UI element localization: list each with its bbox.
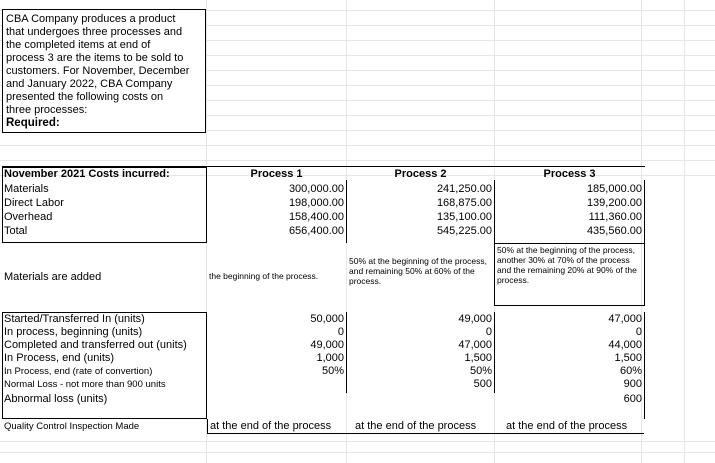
units-value: 50%	[469, 365, 492, 377]
process-3-header: Process 3	[543, 168, 596, 180]
cost-value: 656,400.00	[288, 225, 344, 237]
intro-line: and January 2022, CBA Company	[6, 78, 173, 90]
cost-value: 139,200.00	[586, 197, 642, 209]
cost-value: 135,100.00	[436, 211, 492, 223]
intro-line: that undergoes three processes and	[6, 26, 183, 38]
units-label: Started/Transferred In (units)	[4, 313, 145, 325]
materials-p1: the beginning of the process.	[209, 271, 319, 281]
units-value: 49,000	[458, 313, 492, 325]
units-value: 0	[485, 326, 492, 338]
cost-label: Total	[4, 225, 28, 237]
units-label: Abnormal loss (units)	[4, 393, 108, 405]
materials-label: Materials are added	[4, 271, 102, 283]
cost-label: Overhead	[4, 211, 53, 223]
units-value: 1,000	[316, 352, 344, 364]
intro-line: presented the following costs on	[6, 91, 164, 103]
cost-label: Direct Labor	[4, 197, 64, 209]
col-divider	[644, 180, 645, 243]
process-2-header: Process 2	[394, 168, 447, 180]
intro-line: the completed items at end of	[6, 39, 151, 51]
units-value: 60%	[619, 365, 642, 377]
intro-line: CBA Company produces a product	[6, 13, 176, 25]
qc-bottom-border	[207, 433, 644, 434]
materials-p3: 50% at the beginning of the process, another 30% at 70% of the process and the remaining 20% at 90% of the process.	[497, 245, 637, 285]
intro-box	[2, 9, 206, 133]
units-label: Quality Control Inspection Made	[4, 421, 140, 432]
units-value: 1,500	[464, 352, 492, 364]
required-heading: Required:	[6, 117, 60, 129]
qc-left-border	[207, 419, 208, 434]
costs-header: November 2021 Costs incurred:	[4, 168, 170, 180]
units-value: 50%	[321, 365, 344, 377]
units-value: 0	[337, 326, 344, 338]
units-value: 50,000	[310, 313, 344, 325]
units-value: 500	[473, 378, 492, 390]
intro-line: customers. For November, December	[6, 65, 190, 77]
process-1-header: Process 1	[250, 168, 303, 180]
materials-p2: 50% at the beginning of the process, and remaining 50% at 60% of the process.	[349, 256, 487, 286]
intro-line: three processes:	[6, 104, 88, 116]
qc-value: at the end of the process	[506, 420, 628, 432]
units-value: 600	[623, 393, 642, 405]
qc-value: at the end of the process	[355, 420, 477, 432]
cost-value: 168,875.00	[436, 197, 492, 209]
units-value: 47,000	[458, 339, 492, 351]
units-value: 0	[635, 326, 642, 338]
qc-value: at the end of the process	[210, 420, 332, 432]
cost-value: 545,225.00	[436, 225, 492, 237]
units-value: 47,000	[608, 313, 642, 325]
units-value: 44,000	[608, 339, 642, 351]
units-value: 1,500	[614, 352, 642, 364]
cost-value: 158,400.00	[288, 211, 344, 223]
cost-value: 241,250.00	[436, 183, 492, 195]
cost-value: 300,000.00	[288, 183, 344, 195]
cost-value: 435,560.00	[586, 225, 642, 237]
cost-value: 111,360.00	[588, 211, 642, 223]
units-label: In Process, end (units)	[4, 352, 115, 364]
cost-label: Materials	[4, 183, 49, 195]
units-label: In Process, end (rate of convertion)	[4, 366, 153, 377]
units-value: 900	[623, 378, 642, 390]
intro-line: process 3 are the items to be sold to	[6, 52, 184, 64]
units-label: Completed and transferred out (units)	[4, 339, 187, 351]
cost-value: 185,000.00	[586, 183, 642, 195]
cost-value: 198,000.00	[288, 197, 344, 209]
units-label: Normal Loss - not more than 900 units	[4, 379, 166, 390]
units-value: 49,000	[310, 339, 344, 351]
col-divider	[644, 312, 645, 419]
units-label: In process, beginning (units)	[4, 326, 143, 338]
